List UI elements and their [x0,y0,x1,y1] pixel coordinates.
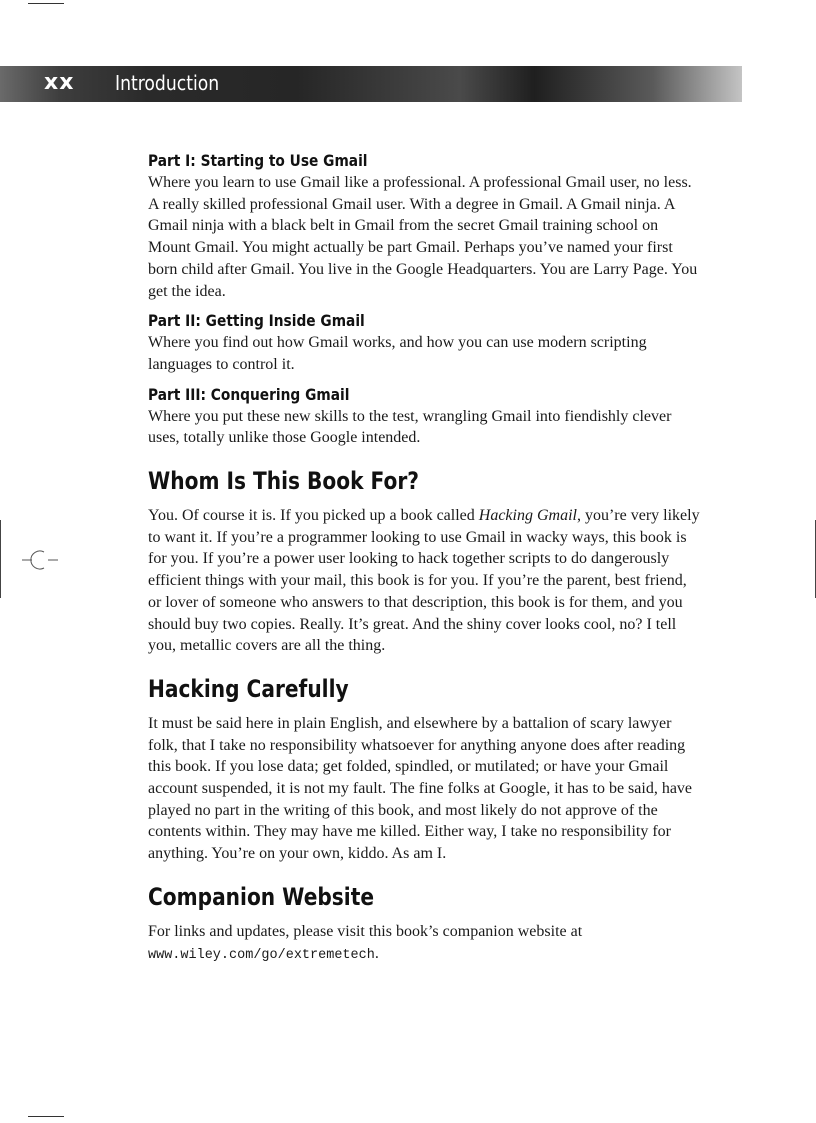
section-whom-heading: Whom Is This Book For? [148,467,419,496]
crop-mark-left [0,520,1,598]
part-3 [148,384,704,449]
part-2 [148,310,704,375]
crop-mark-top [28,3,64,4]
part-2-text: Where you find out how Gmail works, and how you can use modern scripting languages to control it. [148,334,647,373]
chapter-header-bar [0,66,742,102]
part-1-heading: Part I: Starting to Use Gmail [148,151,368,170]
part-1-text: Where you learn to use Gmail like a professional. A professional Gmail user, no less. A really skilled professional Gmail user. With a degree in Gmail. A Gmail ninja. A Gmail ninja with a black belt in Gmail from the secret Gmail training school on Mount Gmail. You might actually be part Gmail. Perhaps you’ve named your first born child after Gmail. You live in the Google Headquarters. You are Larry Page. You get the idea. [148,174,698,300]
book-title: Hacking Gmail [478,507,577,525]
section-companion-text: For links and updates, please visit this book’s companion website at www.wiley.com/go/extremetech. [148,922,583,963]
section-hacking-text: It must be said here in plain English, and elsewhere by a battalion of scary lawyer folk, that I take no responsibility whatsoever for anything anyone does after reading this book. If you lose data; get folded, spindled, or mutilated; or have your Gmail account suspended, it is not my fault. The fine folks at Google, it has to be said, have played no part in the writing of this book, and most likely do not approve of the contents within. They may have me killed. Either way, I take no responsibility for anything. You’re on your own, kiddo. As am I. [148,714,693,863]
section-hacking [148,673,704,865]
part-3-heading: Part III: Conquering Gmail [148,384,350,404]
companion-website-link[interactable]: www.wiley.com/go/extremetech [148,947,375,963]
part-1 [148,150,704,302]
page-content [148,150,704,966]
part-3-text: Where you put these new skills to the test, wrangling Gmail into fiendishly clever uses, totally unlike those Google intended. [148,407,672,447]
crop-mark-bottom [28,1116,64,1117]
section-hacking-heading: Hacking Carefully [148,674,349,703]
chapter-title: Introduction [115,71,220,95]
section-companion-heading: Companion Website [148,882,375,911]
section-companion [148,881,704,966]
part-2-heading: Part II: Getting Inside Gmail [148,311,365,331]
section-whom-text: You. Of course it is. If you picked up a book called Hacking Gmail, you’re very likely to want it. If you’re a programmer looking to use Gmail in wacky ways, this book is for you. If you’re a power user looking to hack together scripts to do dangerously efficient things with your mail, this book is for you. If you’re the parent, best friend, or lover of someone who answers to that description, this book is for them, and you should buy two copies. Really. It’s great. And the shiny cover looks cool, no? I tell you, metallic covers are all the thing. [148,507,700,655]
registration-mark-icon [20,548,60,572]
section-whom [148,465,704,657]
page-number: xx [44,70,75,95]
